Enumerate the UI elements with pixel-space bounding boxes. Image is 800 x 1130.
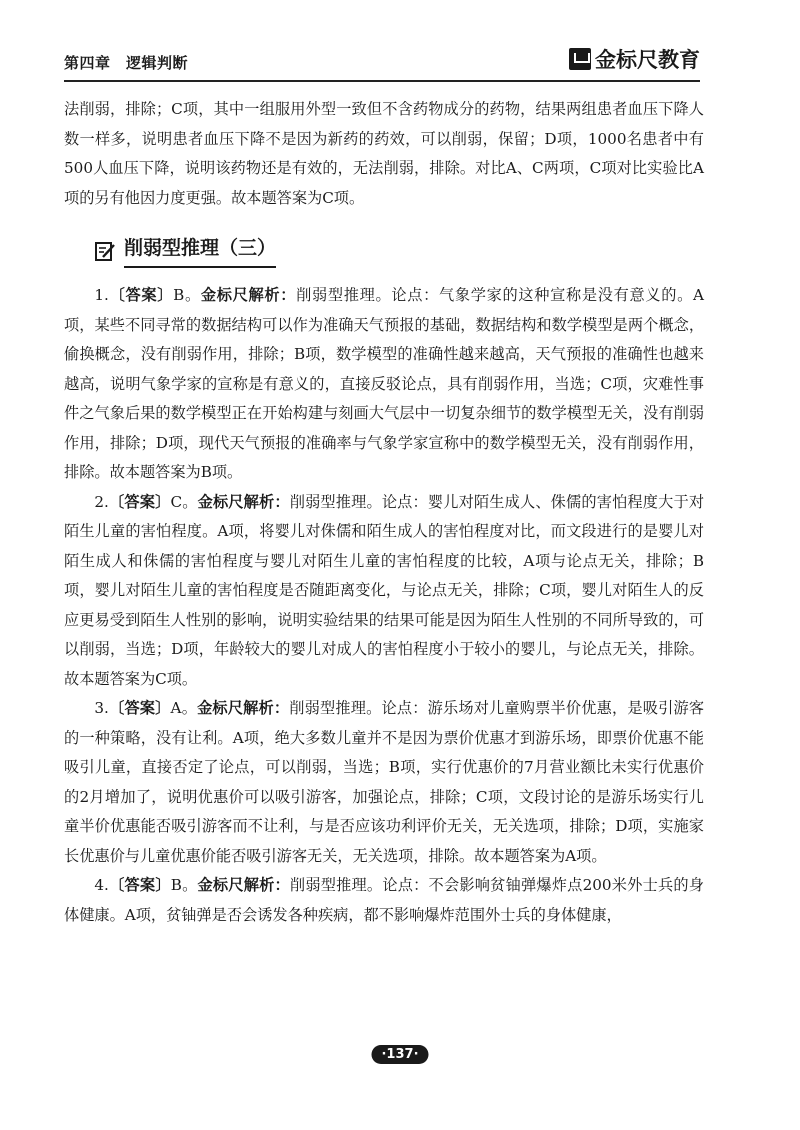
answer-item-2 bbox=[64, 488, 704, 695]
analysis-label: 金标尺解析： bbox=[197, 876, 290, 894]
page-body bbox=[64, 95, 704, 930]
answer-item-3 bbox=[64, 694, 704, 871]
section-heading bbox=[94, 235, 704, 267]
section-title: 削弱型推理（三） bbox=[124, 234, 276, 269]
analysis-label: 金标尺解析： bbox=[200, 286, 297, 304]
item-number: 3. bbox=[94, 699, 109, 717]
item-number: 4. bbox=[94, 876, 109, 894]
answer-item-1 bbox=[64, 281, 704, 488]
answer-letter: C。 bbox=[170, 492, 198, 511]
answer-label: 〔答案〕 bbox=[108, 876, 171, 894]
brand-logo-icon bbox=[569, 48, 591, 70]
answer-label: 〔答案〕 bbox=[108, 492, 171, 511]
answer-item-4 bbox=[64, 871, 704, 930]
chapter-title: 第四章 逻辑判断 bbox=[64, 54, 189, 72]
analysis-label: 金标尺解析： bbox=[197, 699, 290, 717]
page-number: ·137· bbox=[371, 1045, 428, 1064]
answer-letter: B。 bbox=[170, 876, 198, 894]
page-header bbox=[64, 40, 700, 82]
analysis-label: 金标尺解析： bbox=[197, 492, 290, 511]
brand-logo bbox=[569, 44, 700, 74]
analysis-text: 削弱型推理。论点：气象学家的这种宣称是没有意义的。A项，某些不同寻常的数据结构可以作为准确天气预报的基础，数据结构和数学模型是两个概念，偷换概念，没有削弱作用，排除；B项，数学模型的准确性越来越高，天气预报的准确性也越来越高，说明气象学家的宣称是有意义的，直接反驳论点，具有削弱作用，当选；C项，灾难性事件之气象后果的数学模型正在开始构建与刻画大气层中一切复杂细节的数学模型无关，没有削弱作用，排除；D项，现代天气预报的准确率与气象学家宣称中的数学模型无关，没有削弱作用，排除。故本题答案为B项。 bbox=[64, 286, 704, 481]
answer-letter: B。 bbox=[173, 286, 201, 304]
intro-paragraph: 法削弱，排除；C项，其中一组服用外型一致但不含药物成分的药物，结果两组患者血压下降人数一样多，说明患者血压下降不是因为新药的药效，可以削弱，保留；D项，1000名患者中有500人血压下降，说明该药物还是有效的，无法削弱，排除。对比A、C两项，C项对比实验比A项的另有他因力度更强。故本题答案为C项。 bbox=[64, 100, 704, 207]
analysis-text: 削弱型推理。论点：游乐场对儿童购票半价优惠，是吸引游客的一种策略，没有让利。A项，绝大多数儿童并不是因为票价优惠才到游乐场，即票价优惠不能吸引儿童，直接否定了论点，可以削弱，当选；B项，实行优惠价的7月营业额比未实行优惠价的2月增加了，说明优惠价可以吸引游客，加强论点，排除；C项，文段讨论的是游乐场实行儿童半价优惠能否吸引游客而不让利，与是否应该功利评价无关，无关选项，排除；D项，实施家长优惠价与儿童优惠价能否吸引游客无关，无关选项，排除。故本题答案为A项。 bbox=[64, 699, 705, 865]
answer-label: 〔答案〕 bbox=[108, 699, 171, 717]
answer-letter: A。 bbox=[170, 699, 198, 717]
analysis-text: 削弱型推理。论点：不会影响贫铀弹爆炸点200米外士兵的身体健康。A项，贫铀弹是否会诱发各种疾病，都不影响爆炸范围外士兵的身体健康， bbox=[64, 876, 704, 924]
brand-name: 金标尺教育 bbox=[595, 48, 700, 72]
item-number: 2. bbox=[94, 492, 109, 511]
analysis-text: 削弱型推理。论点：婴儿对陌生成人、侏儒的害怕程度大于对陌生儿童的害怕程度。A项，将婴儿对侏儒和陌生成人的害怕程度对比，而文段进行的是婴儿对陌生成人和侏儒的害怕程度与婴儿对陌生儿童的害怕程度的比较，A项与论点无关，排除；B项，婴儿对陌生儿童的害怕程度是否随距离变化，与论点无关，排除；C项，婴儿对陌生人的反应更易受到陌生人性别的影响，说明实验结果的结果可能是因为陌生人性别的不同所导致的，可以削弱，当选；D项，年龄较大的婴儿对成人的害怕程度小于较小的婴儿，与论点无关，排除。故本题答案为C项。 bbox=[64, 492, 705, 688]
edit-note-icon bbox=[94, 240, 116, 262]
answer-label: 〔答案〕 bbox=[108, 286, 174, 304]
item-number: 1. bbox=[94, 286, 109, 304]
